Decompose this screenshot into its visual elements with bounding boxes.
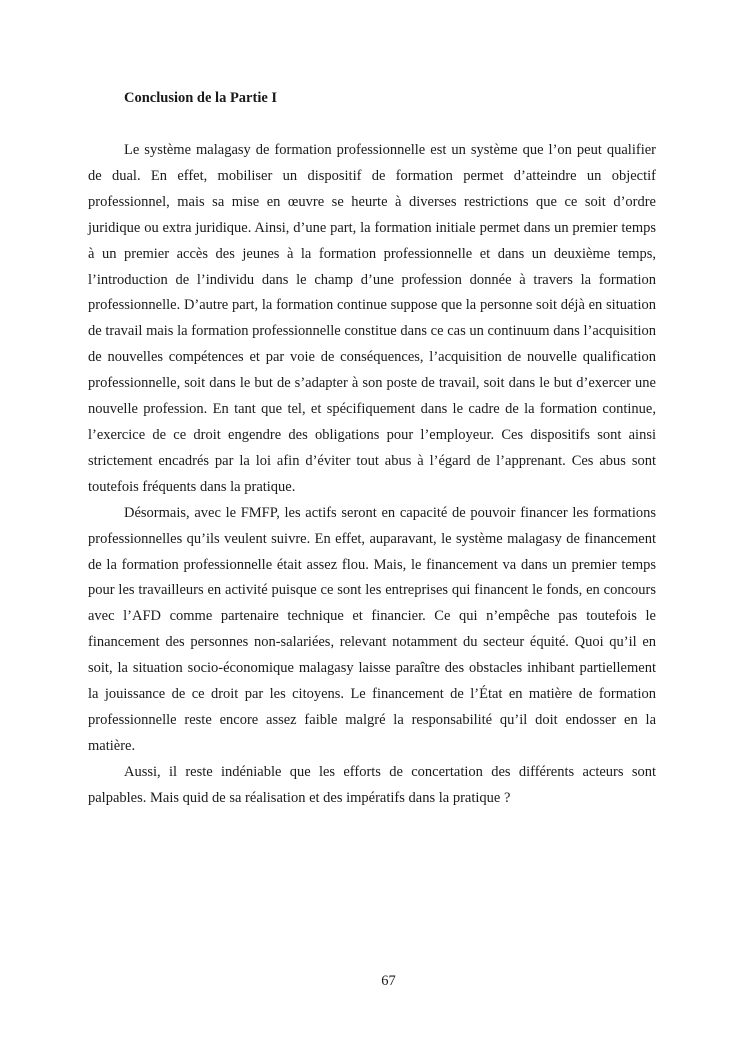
page-number: 67: [381, 973, 396, 989]
paragraph-2: Désormais, avec le FMFP, les actifs seront en capacité de pouvoir financer les formations professionnelles qu’ils veulent suivre. En effet, auparavant, le système malagasy de financement de la formation professionnelle était assez flou. Mais, le financement va dans un premier temps pour les travailleurs en activité puisque ce sont les entreprises qui financent le fonds, en concours avec l’AFD comme partenaire technique et financier. Ce qui n’empêche pas toutefois le financement des personnes non-salariées, relevant notamment du secteur équité. Quoi qu’il en soit, la situation socio-économique malagasy laisse paraître des obstacles inhibant partiellement la jouissance de ce droit par les citoyens. Le financement de l’État en matière de formation professionnelle reste encore assez faible malgré la responsabilité qu’il doit endosser en la matière.: [88, 504, 656, 754]
body-text: [88, 138, 656, 812]
paragraph-3: Aussi, il reste indéniable que les efforts de concertation des différents acteurs sont palpables. Mais quid de sa réalisation et des impératifs dans la pratique ?: [88, 763, 656, 806]
section-heading: Conclusion de la Partie I: [124, 90, 278, 106]
paragraph-1: Le système malagasy de formation professionnelle est un système que l’on peut qualifier de dual. En effet, mobiliser un dispositif de formation permet d’atteindre un objectif professionnel, mais sa mise en œuvre se heurte à diverses restrictions que ce soit d’ordre juridique ou extra juridique. Ainsi, d’une part, la formation initiale permet dans un premier temps à un premier accès des jeunes à la formation professionnelle et dans un deuxième temps, l’introduction de l’individu dans le champ d’une profession donnée à travers la formation professionnelle. D’autre part, la formation continue suppose que la personne soit déjà en situation de travail mais la formation professionnelle constitue dans ce cas un continuum dans l’acquisition de nouvelles compétences et par voie de conséquences, l’acquisition de nouvelle qualification professionnelle, soit dans le but de s’adapter à son poste de travail, soit dans le but d’exercer une nouvelle profession. En tant que tel, et spécifiquement dans le cadre de la formation continue, l’exercice de ce droit engendre des obligations pour l’employeur. Ces dispositifs sont ainsi strictement encadrés par la loi afin d’éviter tout abus à l’égard de l’apprenant. Ces abus sont toutefois fréquents dans la pratique.: [88, 142, 656, 495]
